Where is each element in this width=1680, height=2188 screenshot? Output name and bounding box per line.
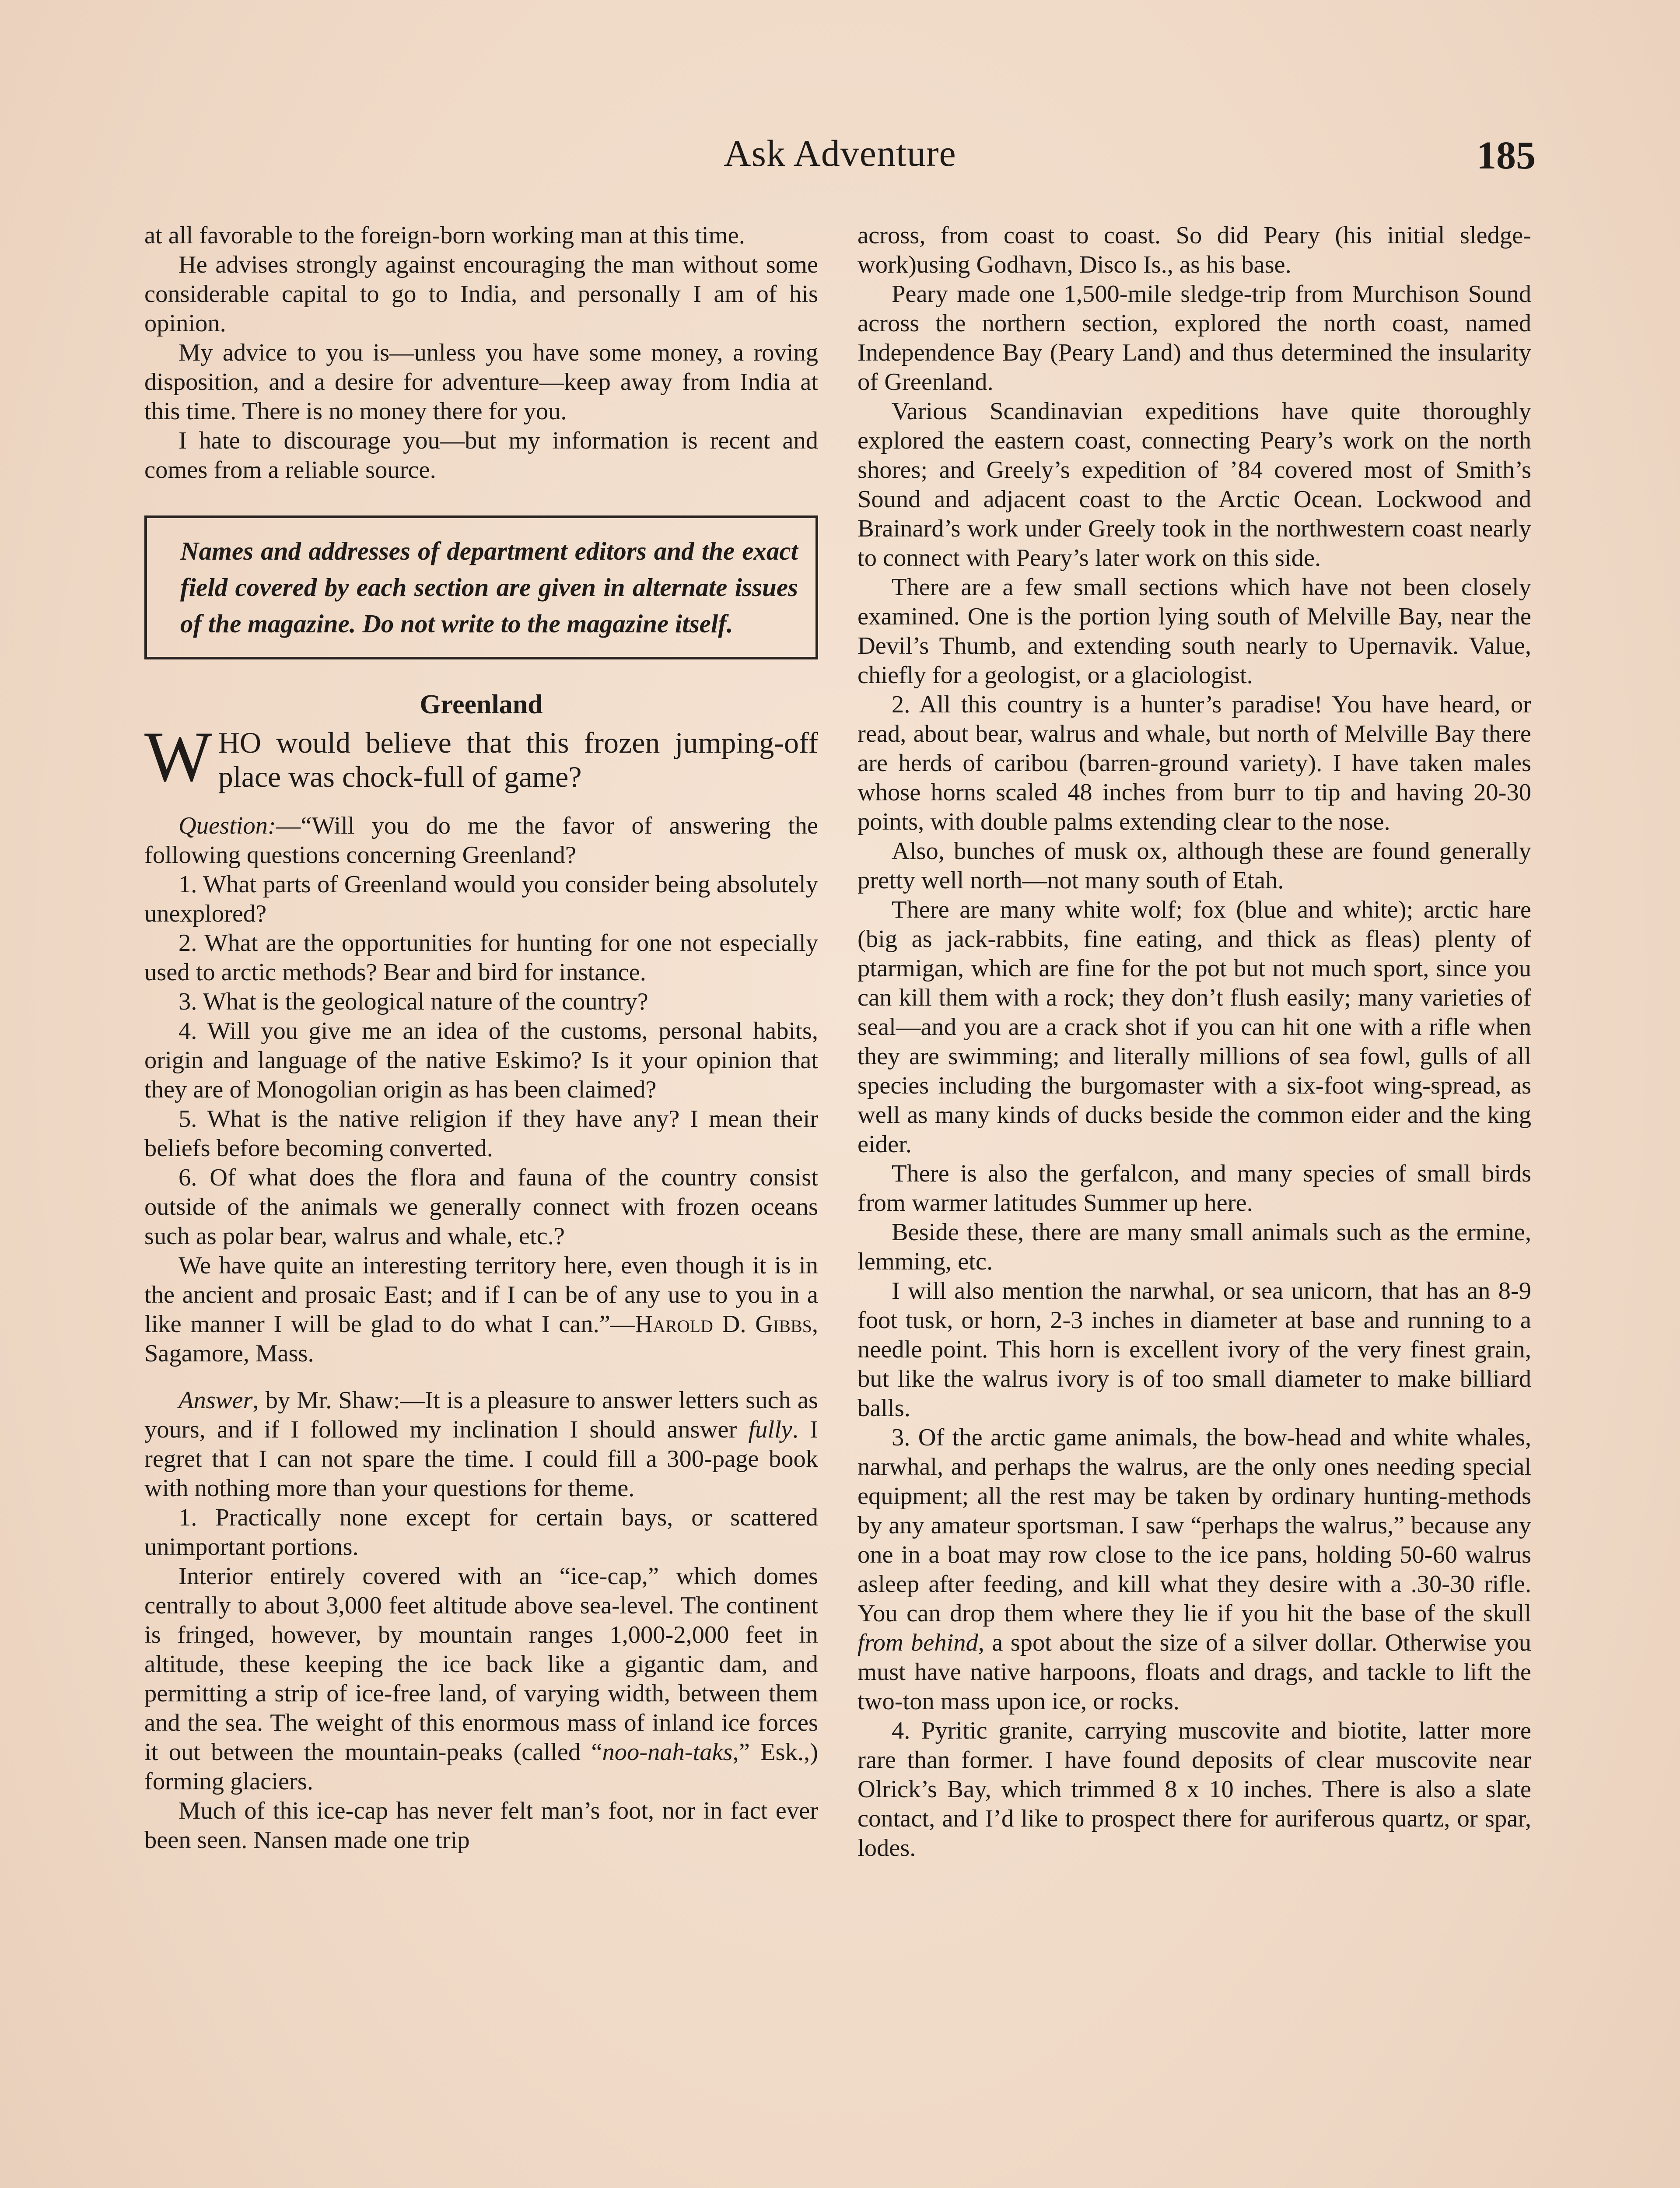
question-item: 4. Will you give me an idea of the customs, personal habits, origin and language of the native Eskimo? Is it your opinion that they are of Monogolian origin as has been claimed? — [144, 1017, 818, 1103]
paragraph: I will also mention the narwhal, or sea unicorn, that has an 8-9 foot tusk, or horn, 2-3 inches in diameter at base and running to a needle point. This horn is excellent ivory of the very finest grain, but like the walrus ivory is of too small diameter to make billiard balls. — [858, 1277, 1531, 1422]
page-header — [144, 131, 1536, 188]
editor-notice-box: Names and addresses of department editors and the exact field covered by each section are given in alternate issues of the magazine. Do not write to the magazine itself. — [144, 515, 818, 659]
answer-label: Answer — [178, 1387, 253, 1414]
question-item: 6. Of what does the flora and fauna of the country consist outside of the animals we generally connect with frozen oceans such as polar bear, walrus and whale, etc.? — [144, 1164, 818, 1250]
question-item: 1. What parts of Greenland would you consider being absolutely unexplored? — [144, 871, 818, 927]
intro-paragraph — [144, 717, 818, 796]
paragraph: There are many white wolf; fox (blue and white); arctic hare (big as jack-rabbits, fine eating, and thick as fleas) plenty of ptarmigan, which are fine for the pot but not much sport, since you can kill them with a rock; they don’t flush easily; many varieties of seal—and you are a crack shot if you can hit one with a rifle when they are swimming; and literally millions of sea fowl, gulls of all species including the burgomaster with a six-foot wing-spread, as well as many kinds of ducks beside the common eider and the king eider. — [858, 896, 1531, 1158]
paragraph: There is also the gerfalcon, and many species of small birds from warmer latitudes Summer up here. — [858, 1160, 1531, 1217]
paragraph: Various Scandinavian expeditions have quite thoroughly explored the eastern coast, connecting Peary’s work on the north shores; and Greely’s expedition of ’84 covered most of Smith’s Sound and adjacent coast to the Arctic Ocean. Lockwood and Brainard’s work under Greely took in the northwestern coast nearly to connect with Peary’s later work on this side. — [858, 398, 1531, 572]
page-number: 185 — [1477, 134, 1536, 177]
paragraph: There are a few small sections which have not been closely examined. One is the portion lying south of Melville Bay, near the Devil’s Thumb, and extending south nearly to Upernavik. Value, chiefly for a geologist, or a glaciologist. — [858, 574, 1531, 689]
answer-text: Interior entirely covered with an “ice-cap,” which domes centrally to about 3,000 feet altitude above sea-level. The continent is fringed, however, by mountain ranges 1,000-2,000 feet in altitude, these keeping the ice back like a gigantic dam, and permitting a strip of ice-free land, of varying width, between them and the sea. The weight of this enormous mass of inland ice forces it out between the mountain-peaks (called “ — [144, 1563, 818, 1766]
paragraph: Peary made one 1,500-mile sledge-trip from Murchison Sound across the northern section, explored the north coast, named Independence Bay (Peary Land) and thus determined the insularity of Greenland. — [858, 281, 1531, 396]
drop-cap: W — [144, 717, 212, 796]
question-item: 5. What is the native religion if they have any? I mean their beliefs before becoming converted. — [144, 1105, 818, 1162]
answer-item: Much of this ice-cap has never felt man’s foot, nor in fact ever been seen. Nansen made one trip — [144, 1797, 818, 1854]
question-intro: —“Will you do me the favor of answering the following questions concerning Greenland? — [144, 812, 818, 869]
question-signature: Harold D. Gibbs — [635, 1311, 812, 1338]
answer-item: 1. Practically none except for certain bays, or scattered unimportant portions. — [144, 1504, 818, 1560]
paragraph-text: , a spot about the size of a silver dollar. Otherwise you must have native harpoons, floats and drags, and tackle to lift the two-ton mass upon ice, or rocks. — [858, 1629, 1531, 1715]
right-column — [858, 221, 1531, 1863]
question-item: 2. What are the opportunities for hunting for one not especially used to arctic methods? Bear and bird for instance. — [144, 929, 818, 986]
paragraph: I hate to discourage you—but my information is recent and comes from a reliable source. — [144, 427, 818, 484]
paragraph-italic: from behind — [858, 1629, 978, 1656]
answer-paragraph — [144, 1386, 818, 1503]
paragraph — [858, 1423, 1531, 1716]
paragraph: 2. All this country is a hunter’s paradise! You have heard, or read, about bear, walrus and whale, but north of Melville Bay there are herds of caribou (barren-ground variety). I have taken males whose horns scaled 48 inches from burr to tip and having 20-30 points, with double palms extending clear to the nose. — [858, 691, 1531, 835]
paragraph-text: 3. Of the arctic game animals, the bow-head and white whales, narwhal, and perhaps the walrus, are the only ones needing special equipment; all the rest may be taken by ordinary hunting-methods by any amateur sportsman. I saw “perhaps the walrus,” because any one in a boat may row close to the ice pans, holding 50-60 walrus asleep after feeding, and kill what they desire with a .30-30 rifle. You can drop them where they lie if you hit the base of the skull — [858, 1424, 1531, 1627]
answer-item — [144, 1562, 818, 1796]
question-item: 3. What is the geological nature of the country? — [178, 988, 648, 1015]
paragraph: Also, bunches of musk ox, although these are found generally pretty well north—not many south of Etah. — [858, 838, 1531, 894]
paragraph: at all favorable to the foreign-born working man at this time. — [144, 222, 745, 249]
paragraph: 4. Pyritic granite, carrying muscovite and biotite, latter more rare than former. I have found deposits of clear muscovite near Olrick’s Bay, which trimmed 8 x 10 inches. There is also a slate contact, and I’d like to prospect there for auriferous quartz, or spar, lodes. — [858, 1717, 1531, 1862]
question-label: Question: — [178, 812, 276, 839]
left-column — [144, 221, 818, 1855]
question-location: , Sagamore, Mass. — [144, 1311, 818, 1367]
paragraph: Beside these, there are many small animals such as the ermine, lemming, etc. — [858, 1219, 1531, 1275]
paragraph: He advises strongly against encouraging the man without some considerable capital to go to India, and personally I am of his opinion. — [144, 251, 818, 337]
answer-fully: fully — [748, 1416, 792, 1443]
intro-text: HO would believe that this frozen jumping-off place was chock-full of game? — [218, 726, 818, 793]
question-closing-text: We have quite an interesting territory here, even though it is in the ancient and prosaic East; and if I can be of any use to you in a like manner I will be glad to do what I can.”— — [144, 1252, 818, 1338]
section-heading: Greenland — [420, 690, 543, 719]
answer-intro-b: . I regret that I can not spare the time. I could fill a 300-page book with nothing more than your questions for theme. — [144, 1416, 818, 1502]
running-title: Ask Adventure — [724, 132, 956, 174]
answer-italic: noo-nah-taks — [602, 1739, 733, 1766]
answer-text: ,” Esk.,) forming glaciers. — [144, 1739, 818, 1795]
question-paragraph — [144, 811, 818, 870]
paragraph: My advice to you is—unless you have some money, a roving disposition, and a desire for adventure—keep away from India at this time. There is no money there for you. — [144, 339, 818, 425]
answer-intro-a: , by Mr. Shaw:—It is a pleasure to answer letters such as yours, and if I followed my inclination I should answer — [144, 1387, 818, 1443]
question-closing — [144, 1251, 818, 1368]
paragraph: across, from coast to coast. So did Peary (his initial sledge-work)using Godhavn, Disco Is., as his base. — [858, 222, 1531, 278]
